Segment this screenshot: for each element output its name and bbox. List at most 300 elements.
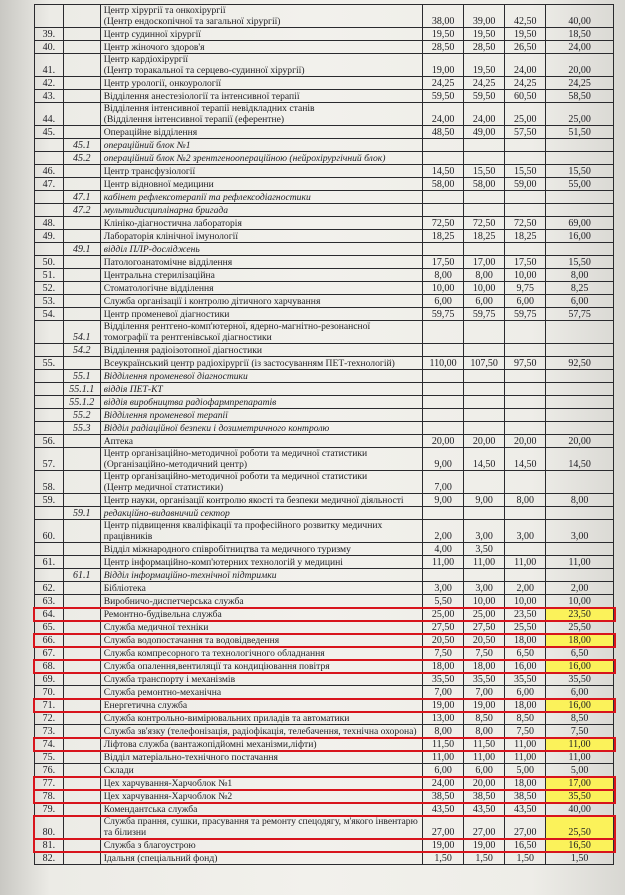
- value-cell: 9,00: [423, 448, 464, 471]
- unit-name: [100, 764, 422, 777]
- row-number: 72.: [35, 712, 64, 725]
- value-cell: [505, 321, 546, 344]
- value-cell: 17,00: [546, 777, 614, 790]
- table-row: [35, 699, 614, 712]
- value-cell: 20,50: [464, 634, 505, 647]
- value-cell: 58,00: [464, 178, 505, 191]
- value-cell: 11,00: [464, 751, 505, 764]
- unit-name-line: Склади: [103, 765, 134, 776]
- unit-name-line: Служба ремонтно-механічна: [103, 687, 222, 698]
- sub-number: [63, 816, 100, 839]
- table-row: [35, 152, 614, 165]
- row-number: [35, 543, 64, 556]
- unit-name: [100, 409, 422, 422]
- unit-name-line: Центр науки, організації контролю якості та безпеки медичної діяльності: [103, 495, 404, 506]
- sub-number: [63, 448, 100, 471]
- row-number: 80.: [35, 816, 64, 839]
- value-cell: 6,00: [423, 295, 464, 308]
- row-number: [35, 383, 64, 396]
- table-row: [35, 139, 614, 152]
- value-cell: 60,50: [505, 90, 546, 103]
- sub-number: [63, 90, 100, 103]
- value-cell: 25,00: [464, 608, 505, 621]
- sub-number: [63, 178, 100, 191]
- row-number: [35, 191, 64, 204]
- table-row: [35, 660, 614, 673]
- row-number: 39.: [35, 28, 64, 41]
- value-cell: [464, 507, 505, 520]
- value-cell: 24,25: [505, 77, 546, 90]
- value-cell: 15,50: [505, 165, 546, 178]
- row-number: 52.: [35, 282, 64, 295]
- value-cell: 5,00: [546, 764, 614, 777]
- value-cell: 11,00: [423, 556, 464, 569]
- table-row: [35, 295, 614, 308]
- unit-name-line: Служба організації і контролю дітичного харчування: [103, 296, 321, 307]
- value-cell: 20,00: [505, 435, 546, 448]
- value-cell: 3,00: [505, 520, 546, 543]
- table-row: [35, 764, 614, 777]
- sub-number: [63, 647, 100, 660]
- row-number: 68.: [35, 660, 64, 673]
- unit-name-line: Клініко-діагностична лабораторія: [103, 218, 242, 229]
- row-number: 74.: [35, 738, 64, 751]
- unit-name: [100, 269, 422, 282]
- value-cell: [546, 409, 614, 422]
- value-cell: 25,00: [546, 103, 614, 126]
- value-cell: 24,25: [423, 77, 464, 90]
- table-row: [35, 422, 614, 435]
- value-cell: 2,00: [505, 582, 546, 595]
- value-cell: 25,50: [546, 621, 614, 634]
- value-cell: 26,50: [505, 41, 546, 54]
- value-cell: 18,25: [505, 230, 546, 243]
- value-cell: 48,50: [423, 126, 464, 139]
- sub-number: [63, 556, 100, 569]
- unit-name-line: Служба контрольно-вимірювальних приладів та автоматики: [103, 713, 350, 724]
- value-cell: 27,00: [464, 816, 505, 839]
- table-body: [35, 5, 614, 865]
- table-row: [35, 243, 614, 256]
- table-row: [35, 839, 614, 852]
- unit-name: [100, 357, 422, 370]
- value-cell: [546, 396, 614, 409]
- value-cell: 10,00: [464, 595, 505, 608]
- value-cell: 43,50: [505, 803, 546, 816]
- unit-name-line: Центр організаційно-методичної роботи та медичної статистики: [103, 471, 368, 482]
- value-cell: 14,50: [464, 448, 505, 471]
- value-cell: [546, 321, 614, 344]
- row-number: 41.: [35, 54, 64, 77]
- row-number: 75.: [35, 751, 64, 764]
- table-row: [35, 357, 614, 370]
- row-number: 59.: [35, 494, 64, 507]
- table-row: [35, 41, 614, 54]
- value-cell: 16,00: [546, 699, 614, 712]
- value-cell: [464, 344, 505, 357]
- row-number: 70.: [35, 686, 64, 699]
- unit-name-line: Служба прання, сушки, прасування та ремонту спецодягу, м'якого інвентарю та білизни: [103, 816, 418, 838]
- value-cell: 8,00: [546, 269, 614, 282]
- sub-number: [63, 673, 100, 686]
- value-cell: 18,25: [464, 230, 505, 243]
- unit-name-line: редакційно-видавничий сектор: [103, 508, 230, 519]
- unit-name-line: Центральна стерилізаційна: [103, 270, 215, 281]
- table-row: [35, 230, 614, 243]
- value-cell: 23,50: [505, 608, 546, 621]
- value-cell: 10,00: [464, 282, 505, 295]
- table-row: [35, 383, 614, 396]
- unit-name: [100, 712, 422, 725]
- table-row: [35, 282, 614, 295]
- table-row: [35, 816, 614, 839]
- value-cell: 17,50: [505, 256, 546, 269]
- value-cell: [546, 204, 614, 217]
- unit-name-line: Патологоанатомічне відділення: [103, 257, 233, 268]
- table-row: [35, 543, 614, 556]
- value-cell: 18,50: [546, 28, 614, 41]
- sub-number: [63, 621, 100, 634]
- unit-name: [100, 582, 422, 595]
- unit-name-line: операційний блок №2 зрентгеноопераційною (нейрохірургічний блок): [103, 153, 386, 164]
- value-cell: 8,50: [505, 712, 546, 725]
- value-cell: [464, 409, 505, 422]
- sub-number: [63, 725, 100, 738]
- row-number: 51.: [35, 269, 64, 282]
- value-cell: 24,25: [464, 77, 505, 90]
- unit-name: [100, 621, 422, 634]
- row-number: 57.: [35, 448, 64, 471]
- value-cell: 4,00: [423, 543, 464, 556]
- value-cell: 19,50: [423, 28, 464, 41]
- value-cell: [464, 383, 505, 396]
- sub-number: [63, 803, 100, 816]
- value-cell: [423, 204, 464, 217]
- table-row: [35, 5, 614, 28]
- value-cell: [423, 396, 464, 409]
- sub-number: 45.1: [63, 139, 100, 152]
- sub-number: [63, 543, 100, 556]
- unit-name: [100, 569, 422, 582]
- row-number: 56.: [35, 435, 64, 448]
- sub-number: 49.1: [63, 243, 100, 256]
- value-cell: 7,50: [546, 725, 614, 738]
- unit-name: [100, 41, 422, 54]
- row-number: 82.: [35, 852, 64, 865]
- value-cell: 72,50: [505, 217, 546, 230]
- value-cell: [464, 139, 505, 152]
- table-row: [35, 54, 614, 77]
- table-row: [35, 448, 614, 471]
- unit-name: [100, 686, 422, 699]
- row-number: [35, 139, 64, 152]
- value-cell: 8,00: [464, 269, 505, 282]
- value-cell: 9,00: [464, 494, 505, 507]
- unit-name: [100, 152, 422, 165]
- table-row: [35, 852, 614, 865]
- unit-name: [100, 321, 422, 344]
- value-cell: 18,25: [423, 230, 464, 243]
- unit-name: [100, 230, 422, 243]
- row-number: 66.: [35, 634, 64, 647]
- sub-number: 47.2: [63, 204, 100, 217]
- value-cell: [546, 471, 614, 494]
- sub-number: 45.2: [63, 152, 100, 165]
- unit-name: [100, 448, 422, 471]
- value-cell: 6,00: [546, 295, 614, 308]
- sub-number: 55.2: [63, 409, 100, 422]
- unit-name-line: операційний блок №1: [103, 140, 191, 151]
- sub-number: [63, 103, 100, 126]
- table-row: [35, 634, 614, 647]
- table-row: [35, 647, 614, 660]
- value-cell: 2,00: [423, 520, 464, 543]
- unit-name-line: Відділення інтенсивної терапії невідкладних станів: [103, 103, 315, 114]
- sub-number: [63, 41, 100, 54]
- table-row: [35, 28, 614, 41]
- value-cell: [423, 191, 464, 204]
- value-cell: 10,00: [546, 595, 614, 608]
- value-cell: 16,50: [546, 839, 614, 852]
- value-cell: [423, 243, 464, 256]
- value-cell: 11,00: [546, 738, 614, 751]
- row-number: 44.: [35, 103, 64, 126]
- value-cell: 40,00: [546, 5, 614, 28]
- sub-number: [63, 790, 100, 803]
- unit-name-line: Центр хірургії та онкохірургії: [103, 5, 226, 16]
- value-cell: 7,00: [464, 686, 505, 699]
- value-cell: 8,00: [423, 269, 464, 282]
- table-row: [35, 165, 614, 178]
- value-cell: 13,00: [423, 712, 464, 725]
- unit-name-line: Служба водопостачання та водовідведення: [103, 635, 280, 646]
- value-cell: [423, 409, 464, 422]
- unit-name-line: Відділення радіоізотопної діагностики: [103, 345, 263, 356]
- value-cell: 20,00: [546, 54, 614, 77]
- unit-name: [100, 204, 422, 217]
- table-row: [35, 256, 614, 269]
- unit-name-line: Центр відновної медицини: [103, 179, 214, 190]
- unit-name: [100, 282, 422, 295]
- unit-name: [100, 699, 422, 712]
- value-cell: [505, 569, 546, 582]
- sub-number: [63, 77, 100, 90]
- unit-name: [100, 295, 422, 308]
- unit-name-line: Центр організаційно-методичної роботи та медичної статистики: [103, 448, 368, 459]
- unit-name: [100, 178, 422, 191]
- value-cell: 8,00: [546, 494, 614, 507]
- value-cell: 8,00: [505, 494, 546, 507]
- value-cell: 11,00: [546, 556, 614, 569]
- row-number: 77.: [35, 777, 64, 790]
- value-cell: [464, 422, 505, 435]
- value-cell: 57,75: [546, 308, 614, 321]
- value-cell: 110,00: [423, 357, 464, 370]
- sub-number: [63, 777, 100, 790]
- row-number: 47.: [35, 178, 64, 191]
- unit-name-line: Відділ міжнародного співробітництва та медичного туризму: [103, 544, 351, 555]
- sub-number: [63, 686, 100, 699]
- value-cell: 15,50: [464, 165, 505, 178]
- value-cell: [505, 344, 546, 357]
- value-cell: 19,00: [464, 839, 505, 852]
- unit-name-line: Центр жіночого здоров'я: [103, 42, 205, 53]
- value-cell: [505, 370, 546, 383]
- unit-name-line: мультидисциплінарна бригада: [103, 205, 229, 216]
- row-number: [35, 321, 64, 344]
- unit-name-line: Служба медичної техніки: [103, 622, 209, 633]
- value-cell: 11,00: [505, 556, 546, 569]
- sub-number: 55.1: [63, 370, 100, 383]
- unit-name-line: Центр підвищення кваліфікації та професійного розвитку медичних працівників: [103, 520, 383, 542]
- value-cell: 11,00: [546, 751, 614, 764]
- value-cell: 9,75: [505, 282, 546, 295]
- value-cell: 3,00: [423, 582, 464, 595]
- unit-name: [100, 344, 422, 357]
- sub-number: [63, 699, 100, 712]
- row-number: 58.: [35, 471, 64, 494]
- value-cell: 6,50: [505, 647, 546, 660]
- value-cell: [546, 139, 614, 152]
- value-cell: 35,50: [505, 673, 546, 686]
- value-cell: 43,50: [423, 803, 464, 816]
- sub-number: [63, 712, 100, 725]
- sub-number: [63, 595, 100, 608]
- row-number: 42.: [35, 77, 64, 90]
- value-cell: 6,00: [546, 686, 614, 699]
- value-cell: 6,00: [505, 686, 546, 699]
- table-row: [35, 396, 614, 409]
- value-cell: [505, 152, 546, 165]
- row-number: [35, 569, 64, 582]
- unit-name: [100, 543, 422, 556]
- row-number: [35, 507, 64, 520]
- unit-name: [100, 738, 422, 751]
- value-cell: 1,50: [423, 852, 464, 865]
- sub-number: [63, 54, 100, 77]
- unit-name: [100, 243, 422, 256]
- table-row: [35, 126, 614, 139]
- unit-name: [100, 90, 422, 103]
- unit-name-line: Центр променевої діагностики: [103, 309, 230, 320]
- row-number: [35, 152, 64, 165]
- value-cell: 19,00: [423, 54, 464, 77]
- unit-name: [100, 435, 422, 448]
- value-cell: 15,50: [546, 165, 614, 178]
- value-cell: 35,50: [546, 790, 614, 803]
- value-cell: [505, 507, 546, 520]
- row-number: [35, 422, 64, 435]
- value-cell: 24,00: [464, 103, 505, 126]
- value-cell: 38,50: [423, 790, 464, 803]
- sub-number: [63, 839, 100, 852]
- value-cell: 20,00: [464, 777, 505, 790]
- value-cell: 24,00: [546, 41, 614, 54]
- value-cell: [546, 543, 614, 556]
- value-cell: 38,50: [464, 790, 505, 803]
- sub-number: [63, 5, 100, 28]
- table-row: [35, 321, 614, 344]
- value-cell: 1,50: [464, 852, 505, 865]
- sub-number: [63, 634, 100, 647]
- unit-name-line: Відділення анестезіології та інтенсивної терапії: [103, 91, 300, 102]
- row-number: [35, 243, 64, 256]
- value-cell: [505, 383, 546, 396]
- value-cell: [546, 383, 614, 396]
- row-number: 61.: [35, 556, 64, 569]
- unit-name: [100, 494, 422, 507]
- unit-name-line: Центр інформаційно-комп'ютерних технологій у медицині: [103, 557, 343, 568]
- value-cell: 25,50: [505, 621, 546, 634]
- value-cell: 14,50: [546, 448, 614, 471]
- unit-name-line: Комендантська служба: [103, 804, 198, 815]
- row-number: 64.: [35, 608, 64, 621]
- value-cell: 5,00: [505, 764, 546, 777]
- unit-name: [100, 139, 422, 152]
- unit-name-line: Лабораторія клінічної імунології: [103, 231, 238, 242]
- value-cell: 35,50: [423, 673, 464, 686]
- value-cell: [546, 152, 614, 165]
- value-cell: 5,50: [423, 595, 464, 608]
- unit-name: [100, 28, 422, 41]
- sub-number: [63, 256, 100, 269]
- table-row: [35, 308, 614, 321]
- value-cell: 11,00: [505, 738, 546, 751]
- value-cell: [464, 471, 505, 494]
- sub-number: [63, 852, 100, 865]
- value-cell: 69,00: [546, 217, 614, 230]
- unit-name-line: Ідальня (спеціальний фонд): [103, 853, 218, 864]
- unit-name-subline: (Центр ендоскопічної та загальної хірургії): [103, 16, 281, 27]
- value-cell: [505, 396, 546, 409]
- value-cell: 57,50: [505, 126, 546, 139]
- value-cell: 11,00: [464, 556, 505, 569]
- value-cell: 1,50: [546, 852, 614, 865]
- unit-name: [100, 165, 422, 178]
- row-number: 40.: [35, 41, 64, 54]
- unit-name: [100, 595, 422, 608]
- value-cell: 38,00: [423, 5, 464, 28]
- sub-number: [63, 751, 100, 764]
- value-cell: 59,75: [423, 308, 464, 321]
- row-number: 50.: [35, 256, 64, 269]
- value-cell: 27,50: [464, 621, 505, 634]
- value-cell: 59,75: [505, 308, 546, 321]
- row-number: 69.: [35, 673, 64, 686]
- sub-number: [63, 230, 100, 243]
- unit-name-line: Служба з благоустрою: [103, 840, 196, 851]
- value-cell: 7,50: [423, 647, 464, 660]
- row-number: [35, 370, 64, 383]
- table-row: [35, 494, 614, 507]
- unit-name-line: Аптека: [103, 436, 133, 447]
- sub-number: [63, 608, 100, 621]
- row-number: 76.: [35, 764, 64, 777]
- table-row: [35, 77, 614, 90]
- value-cell: 72,50: [423, 217, 464, 230]
- table-row: [35, 344, 614, 357]
- unit-name: [100, 396, 422, 409]
- value-cell: 2,00: [546, 582, 614, 595]
- value-cell: 97,50: [505, 357, 546, 370]
- value-cell: 3,00: [546, 520, 614, 543]
- row-number: [35, 344, 64, 357]
- value-cell: 8,00: [464, 725, 505, 738]
- value-cell: [464, 569, 505, 582]
- unit-name: [100, 520, 422, 543]
- value-cell: 20,00: [423, 435, 464, 448]
- value-cell: 6,00: [505, 295, 546, 308]
